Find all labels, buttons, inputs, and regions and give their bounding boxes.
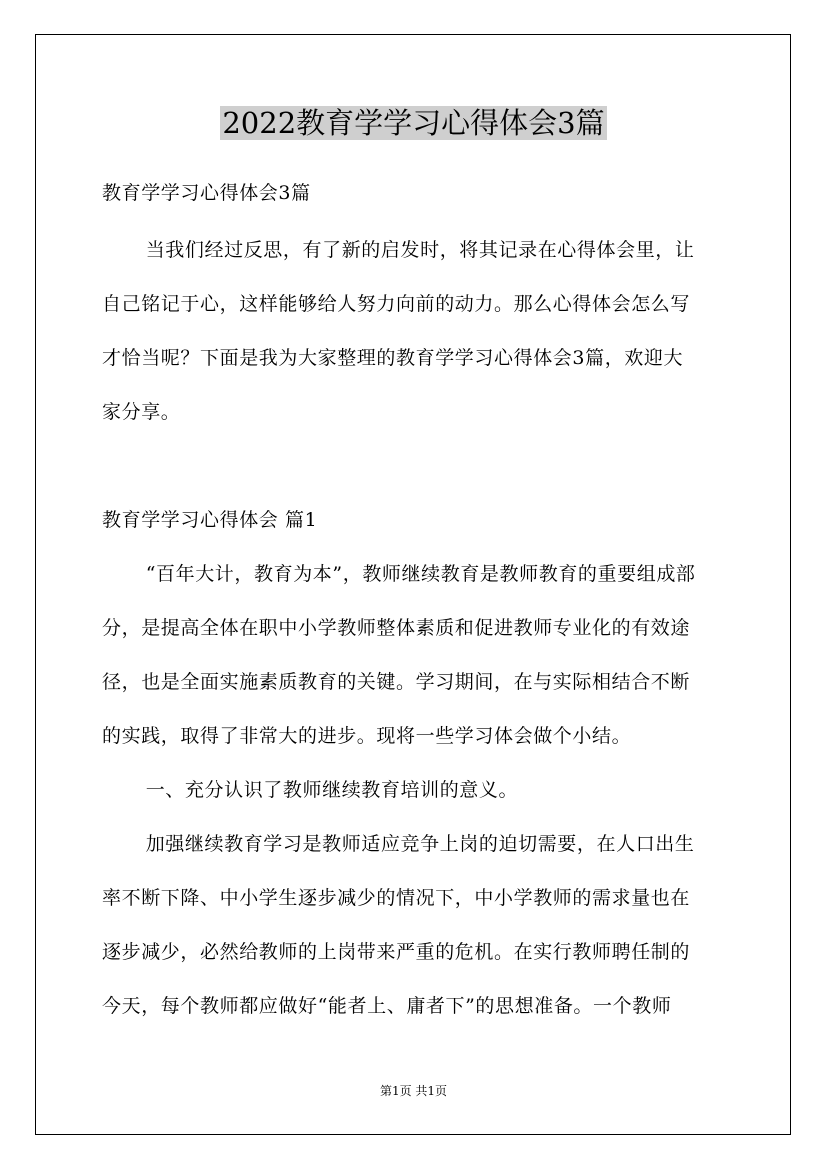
paragraph2-line-2: 率不断下降、中小学生逐步减少的情况下，中小学教师的需求量也在: [102, 887, 691, 909]
paragraph2-line-1: 加强继续教育学习是教师适应竞争上岗的迫切需要，在人口出生: [145, 833, 695, 855]
paragraph1-line-2: 分，是提高全体在职中小学教师整体素质和促进教师专业化的有效途: [102, 617, 691, 639]
point-heading: 一、充分认识了教师继续教育培训的意义。: [145, 779, 519, 801]
title-highlight: 2022教育学学习心得体会3篇: [222, 106, 605, 140]
intro-line-2: 自己铭记于心，这样能够给人努力向前的动力。那么心得体会怎么写: [102, 293, 691, 315]
section-heading: 教育学学习心得体会 篇1: [102, 509, 318, 531]
paragraph1-line-4: 的实践，取得了非常大的进步。现将一些学习体会做个小结。: [102, 725, 632, 747]
intro-line-4: 家分享。: [102, 401, 181, 423]
page-footer: 第1页 共1页: [379, 1084, 448, 1098]
paragraph2-line-4: 今天，每个教师都应做好“能者上、庸者下”的思想准备。一个教师: [102, 995, 672, 1017]
paragraph1-line-3: 径，也是全面实施素质教育的关键。学习期间，在与实际相结合不断: [102, 671, 691, 693]
intro-line-1: 当我们经过反思，有了新的启发时，将其记录在心得体会里，让: [145, 239, 695, 261]
subtitle: 教育学学习心得体会3篇: [102, 182, 311, 204]
intro-line-3: 才恰当呢？下面是我为大家整理的教育学学习心得体会3篇，欢迎大: [102, 347, 684, 369]
document-title: [0, 103, 827, 143]
paragraph1-line-1: “百年大计，教育为本”，教师继续教育是教师教育的重要组成部: [145, 563, 696, 585]
paragraph2-line-3: 逐步减少，必然给教师的上岗带来严重的危机。在实行教师聘任制的: [102, 941, 691, 963]
